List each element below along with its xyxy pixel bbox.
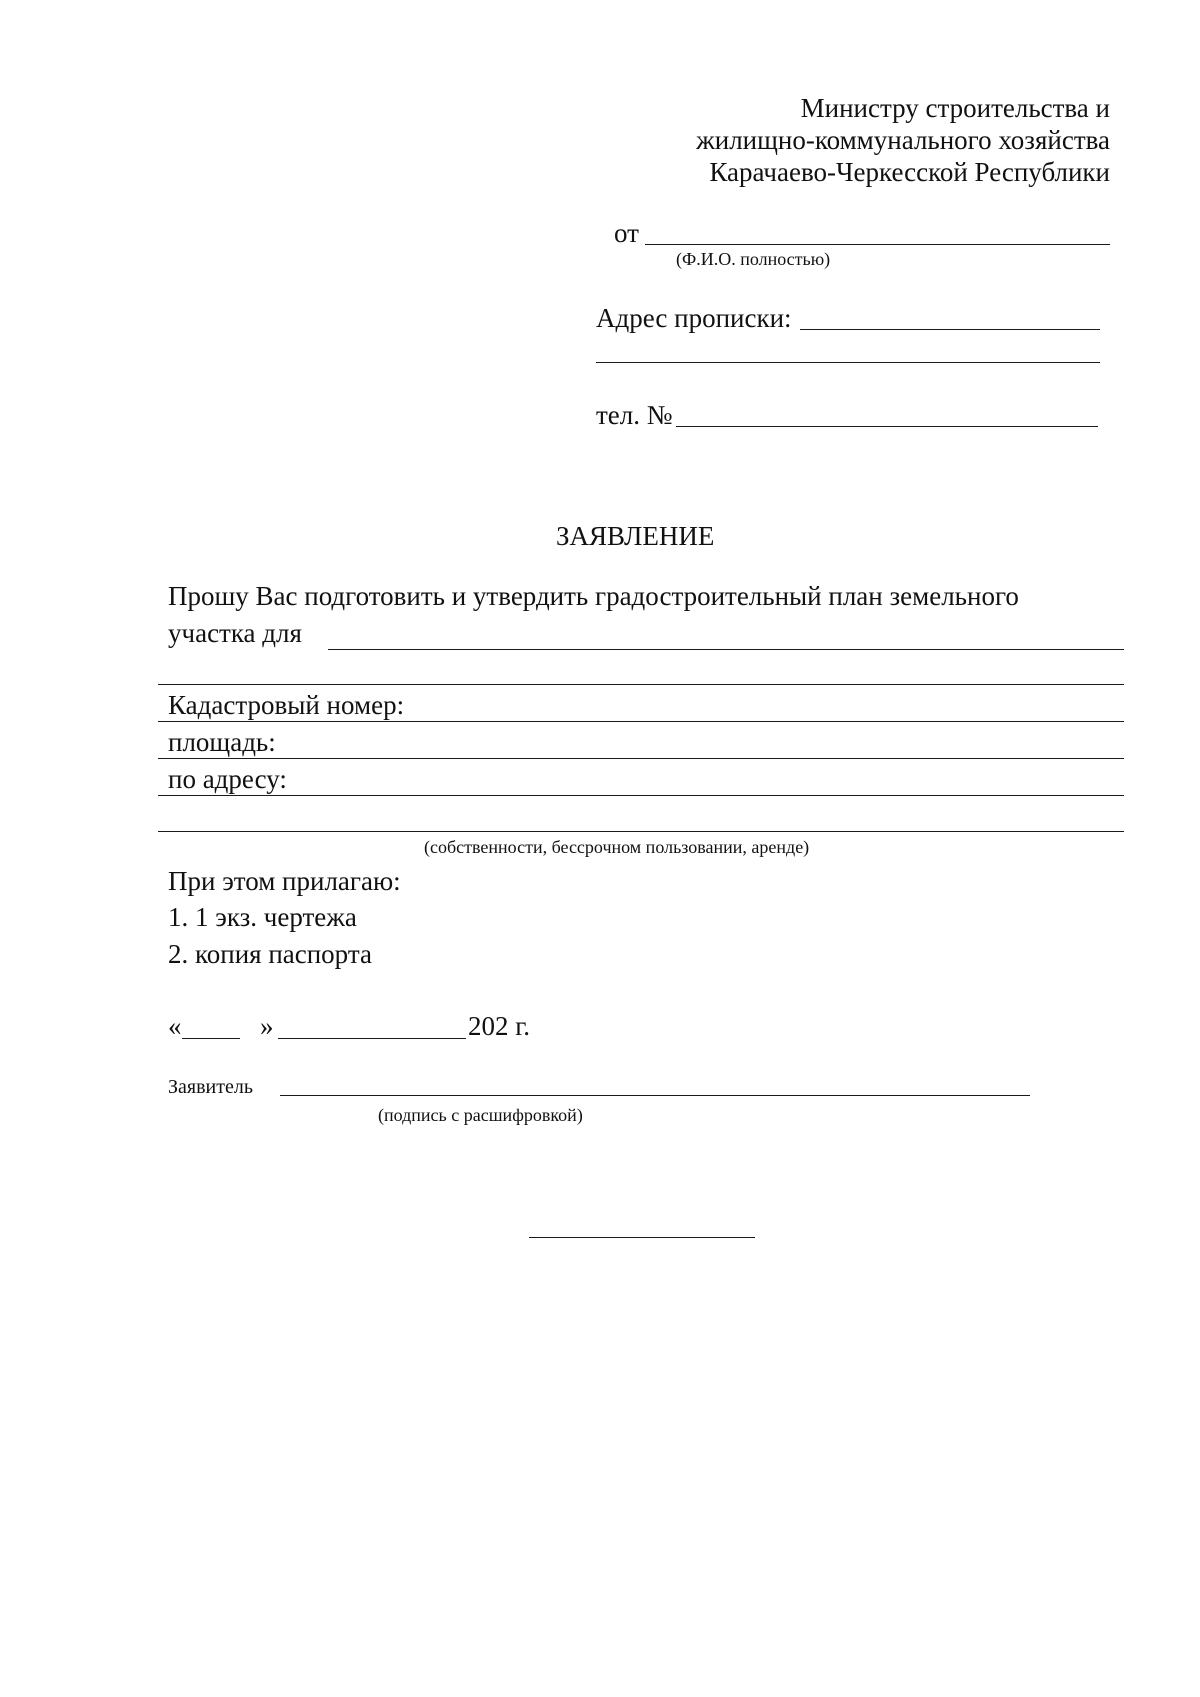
request-line-1: Прошу Вас подготовить и утвердить градостроительный план земельного bbox=[168, 581, 1019, 611]
recipient-block bbox=[696, 92, 1110, 188]
date-month-field[interactable] bbox=[278, 1038, 466, 1039]
area-label: площадь: bbox=[168, 727, 276, 757]
registration-address-field-2[interactable] bbox=[596, 362, 1100, 363]
phone-field[interactable] bbox=[676, 426, 1098, 427]
signature-field[interactable] bbox=[280, 1095, 1030, 1096]
document-title: ЗАЯВЛЕНИЕ bbox=[556, 521, 715, 551]
from-name-field[interactable] bbox=[645, 244, 1110, 245]
purpose-field[interactable] bbox=[328, 649, 1124, 650]
recipient-line-1: Министру строительства и bbox=[800, 93, 1110, 123]
date-day-field[interactable] bbox=[182, 1038, 240, 1039]
attachment-item-1: 1. 1 экз. чертежа bbox=[168, 902, 357, 932]
purpose-field-2[interactable] bbox=[158, 684, 1124, 685]
recipient-line-2: жилищно-коммунального хозяйства bbox=[696, 125, 1110, 155]
applicant-label: Заявитель bbox=[168, 1076, 253, 1098]
date-close-quote: » bbox=[260, 1011, 274, 1041]
attachments-intro: При этом прилагаю: bbox=[168, 866, 401, 896]
date-year: 202 г. bbox=[468, 1011, 531, 1041]
from-hint: (Ф.И.О. полностью) bbox=[676, 249, 831, 269]
registration-address-field-1[interactable] bbox=[800, 329, 1100, 330]
request-line-2: участка для bbox=[168, 618, 302, 648]
area-field[interactable] bbox=[158, 758, 1124, 759]
ownership-hint: (собственности, бессрочном пользовании, аренде) bbox=[424, 837, 810, 857]
phone-label: тел. № bbox=[596, 400, 673, 430]
attachment-item-2: 2. копия паспорта bbox=[168, 939, 372, 969]
from-label: от bbox=[614, 218, 639, 248]
cadastral-number-label: Кадастровый номер: bbox=[168, 690, 405, 720]
site-address-field[interactable] bbox=[158, 795, 1124, 796]
site-address-label: по адресу: bbox=[168, 764, 287, 794]
ownership-field[interactable] bbox=[158, 831, 1124, 832]
cadastral-number-field[interactable] bbox=[158, 721, 1124, 722]
bottom-divider bbox=[529, 1237, 755, 1238]
signature-hint: (подпись с расшифровкой) bbox=[378, 1105, 583, 1125]
registration-address-label: Адрес прописки: bbox=[596, 303, 792, 333]
recipient-line-3: Карачаево-Черкесской Республики bbox=[709, 157, 1110, 187]
date-open-quote: « bbox=[168, 1011, 182, 1041]
